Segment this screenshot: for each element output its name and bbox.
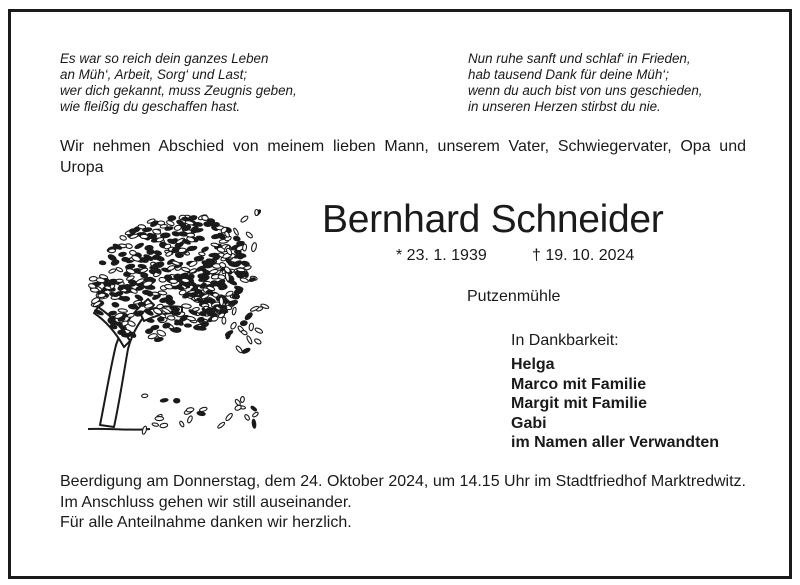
leaf [230,321,238,329]
leaf [182,304,192,309]
leaf [160,398,168,402]
leaf [219,297,224,306]
leaf [90,288,99,293]
leaf [170,306,178,310]
leaf [252,411,259,417]
leaf [218,274,226,280]
leaf [138,302,146,306]
leaf [160,423,168,429]
leaf [152,422,159,426]
poem-line: in unseren Herzen stirbst du nie. [468,99,661,114]
leaf [141,394,148,398]
leaf [118,308,128,312]
poem-line: an Müh‘, Arbeit, Sorg‘ und Last; [60,67,248,82]
leaf [195,222,203,226]
leaf [134,294,143,301]
leaf [197,411,206,416]
leaf [233,228,239,236]
leaf [201,215,209,222]
leaf [199,311,206,316]
leaf [116,279,123,282]
leaf [240,215,249,223]
leaf [169,279,177,284]
leaf [174,274,182,279]
leaf [155,255,165,262]
leaf [198,252,205,257]
leaf [98,293,106,298]
poem-left [60,51,297,115]
leaf [140,234,148,238]
leaf [116,267,124,273]
leaf [244,414,251,421]
leaf [145,328,153,334]
leaf [201,246,209,252]
leaf [193,325,202,330]
leaf [225,330,234,337]
leaf [217,421,226,429]
leaf [174,398,180,403]
birth-date: * 23. 1. 1939 [396,247,487,264]
thanks-label: In Dankbarkeit: [511,332,619,349]
leaf [108,268,116,274]
leaf [168,216,176,221]
leaf [108,249,115,253]
leaf [194,256,204,261]
leaf [249,277,256,282]
poem-right [468,51,703,115]
poem-line: wenn du auch bist von uns geschieden, [468,83,703,98]
leaf [128,304,138,310]
leaf [204,222,212,227]
mourner-name: im Namen aller Verwandten [511,434,720,451]
leaf [172,311,181,315]
leaf [99,261,106,265]
poem-line: Nun ruhe sanft und schlaf‘ in Frieden, [468,51,691,66]
leaf [203,263,213,268]
leaf [134,242,144,249]
leaf [237,268,246,272]
leaf [211,222,219,227]
leaf [121,296,129,301]
leaf [186,316,196,322]
leaf [107,254,117,262]
leaf [167,265,176,271]
leaf [252,419,256,428]
mourner-name: Marco mit Familie [511,375,647,393]
poem-line: Es war so reich dein ganzes Leben [60,51,269,66]
leaf [240,320,248,326]
leaf [186,407,194,412]
leaf [244,312,253,321]
leaf [141,273,148,277]
residence-place: Putzenmühle [467,288,561,305]
leaf [225,412,234,421]
mourners-list [511,355,719,453]
leaf [254,338,262,345]
leaf [249,323,254,331]
leaf [141,426,147,435]
leaf [255,209,259,215]
leaf [241,347,250,354]
leaf [250,406,257,412]
leaf [119,235,127,241]
closing-text: Für alle Anteilnahme danken wir herzlich. [60,514,352,531]
leaf [179,421,185,428]
leaf [112,302,120,308]
leaf [234,404,242,411]
leaf [232,307,237,315]
leaf [211,243,219,248]
leaf [184,324,191,328]
leaf [155,261,164,267]
leaf [129,250,136,256]
leaf [146,290,154,297]
leaf [147,319,155,323]
leaf [160,224,168,228]
leaf [254,327,263,334]
funeral-info: Beerdigung am Donnerstag, dem 24. Oktober 2024, um 14.15 Uhr im Stadtfriedhof Marktredwitz. Im Anschluss gehen wir still auseinander. [60,473,746,511]
leaf [122,257,129,261]
leaf [155,417,164,421]
intro-text: Wir nehmen Abschied von meinem lieben Mann, unserem Vater, Schwiegervater, Opa und Uropa [60,138,746,176]
leaf [246,335,253,344]
leaf [167,315,175,320]
deceased-name: Bernhard Schneider [322,198,664,241]
leaf [244,271,248,277]
leaf [187,233,195,237]
mourner-name: Gabi [511,414,547,432]
leaf [181,267,190,273]
ground-line [88,429,150,430]
leaf [138,224,146,229]
leaf [125,264,135,270]
leaf [242,244,247,251]
poem-line: hab tausend Dank für deine Müh‘; [468,67,669,82]
leaf [176,253,184,257]
leaf [145,245,154,250]
leaf [201,321,209,327]
windblown-tree-illustration [70,195,270,445]
leaf [158,317,165,321]
mourner-name: Helga [511,356,555,373]
leaf [251,242,257,252]
leaf [89,276,97,281]
leaf [245,231,253,239]
leaf [138,264,147,269]
leaf [198,274,206,279]
leaf [240,396,245,402]
leaf [129,229,136,234]
leaf [128,280,135,284]
leaf [233,236,241,242]
death-date: † 19. 10. 2024 [532,247,635,264]
poem-line: wer dich gekannt, muss Zeugnis geben, [60,83,297,98]
leaf [241,260,250,266]
leaf [240,277,249,283]
leaf [187,415,194,423]
leaf [232,294,239,299]
leaf [118,252,126,257]
poem-line: wie fleißig du geschaffen hast. [60,99,241,114]
leaf [144,277,154,281]
leaf [222,317,226,324]
mourner-name: Margit mit Familie [511,395,648,412]
leaf [182,217,189,220]
leaf [118,330,126,335]
leaf [241,330,248,336]
leaf [174,225,182,232]
